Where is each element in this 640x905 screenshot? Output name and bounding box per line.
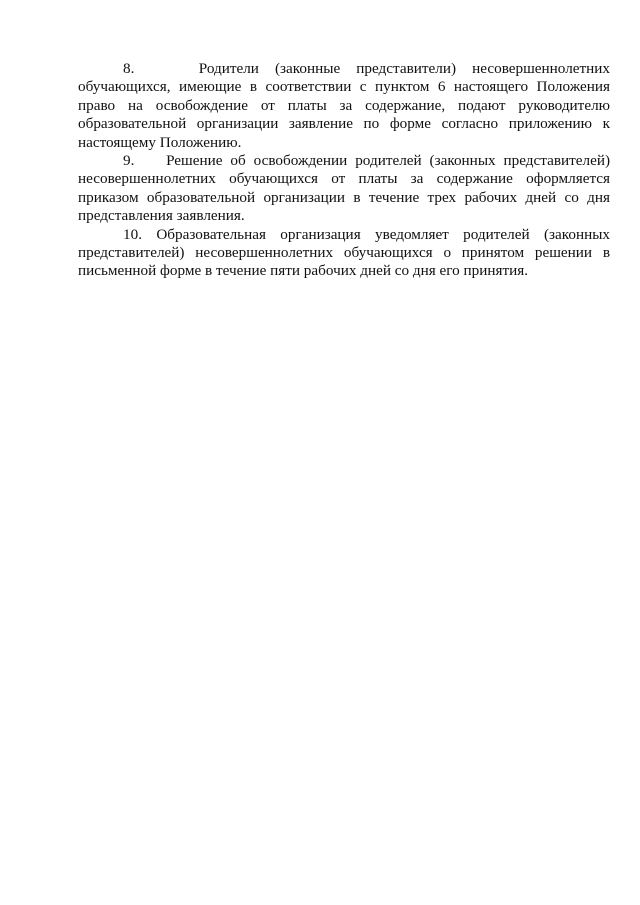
- paragraph-number: 10.: [123, 225, 142, 243]
- paragraph-9: [78, 152, 610, 226]
- paragraph-number: 9.: [123, 152, 135, 170]
- paragraph-10: [78, 226, 610, 281]
- paragraph-text: Родители (законные представители) несовершеннолетних обучающихся, имеющие в соответствии с пунктом 6 настоящего Положения право на освобождение от платы за содержание, подают руководителю образовательной организации заявление по форме согласно приложению к настоящему Положению.: [78, 60, 610, 151]
- paragraph-text: Решение об освобождении родителей (законных представителей) несовершеннолетних обучающихся от платы за содержание оформляется приказом образовательной организации в течение трех рабочих дней со дня представления заявления.: [78, 152, 611, 225]
- paragraph-8: [78, 60, 610, 152]
- paragraph-number: 8.: [123, 60, 135, 77]
- paragraph-text: Образовательная организация уведомляет родителей (законных представителей) несовершеннолетних обучающихся о принятом решении в письменной форме в течение пяти рабочих дней со дня его принятия.: [78, 225, 610, 280]
- document-page: [78, 60, 610, 281]
